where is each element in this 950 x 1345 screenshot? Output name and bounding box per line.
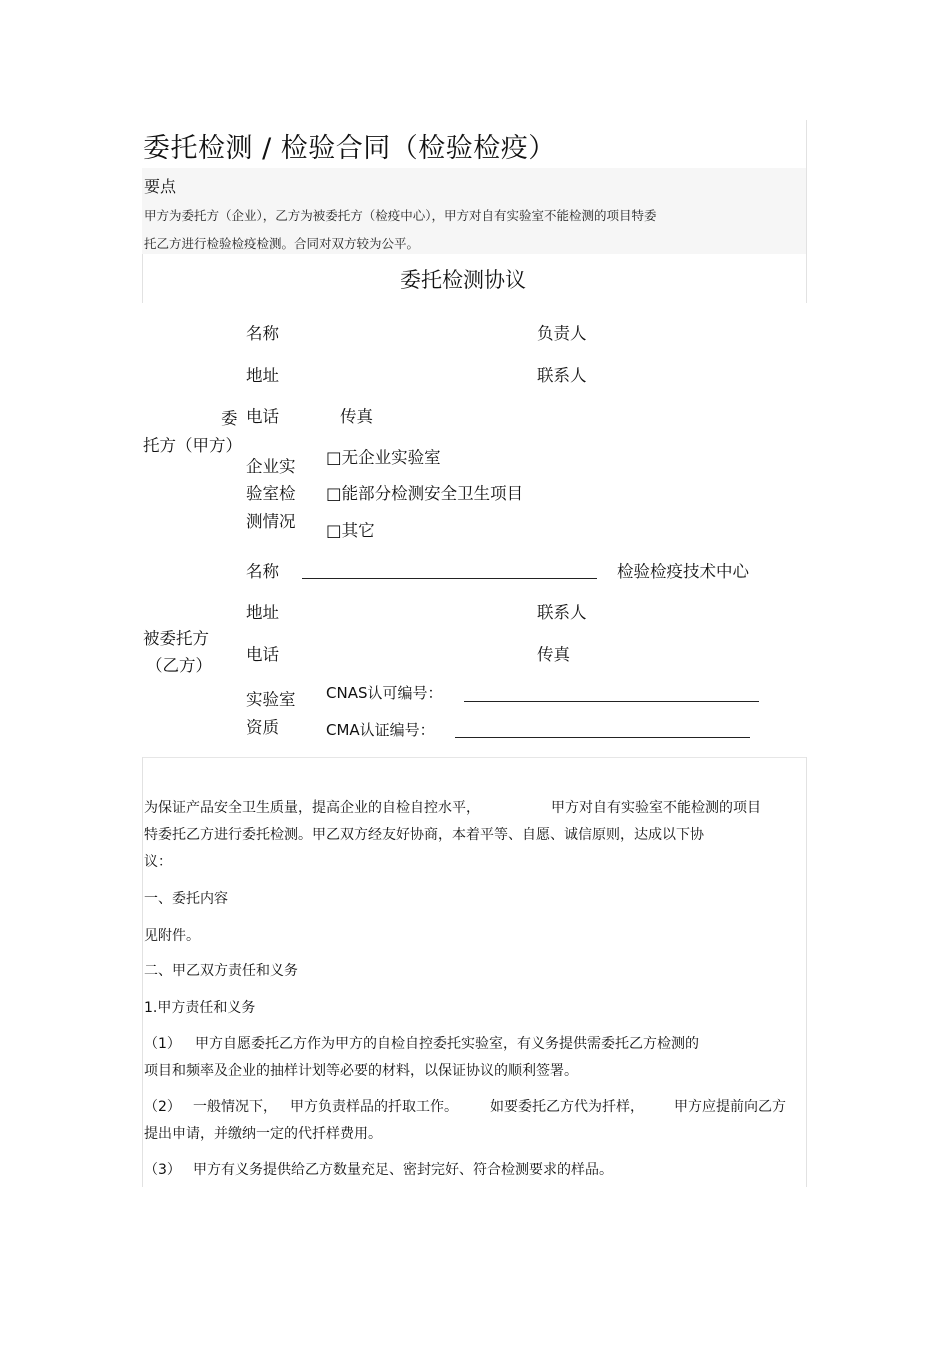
party-a-contact-label: 联系人 xyxy=(537,366,587,385)
cnas-label: CNAS认可编号： xyxy=(326,684,443,702)
party-a-name-label: 名称 xyxy=(246,324,279,343)
summary-line-1: 甲方为委托方（企业），乙方为被委托方（检疫中心），甲方对自有实验室不能检测的项目特委 xyxy=(144,208,657,223)
party-b-center-name: 检验检疫技术中心 xyxy=(617,562,749,581)
item-2-number: （2） xyxy=(144,1099,181,1115)
party-a-responsible-label: 负责人 xyxy=(537,324,587,343)
section-1-text: 见附件。 xyxy=(144,928,200,944)
item-2-part-c: 如要委托乙方代为扦样， xyxy=(490,1099,644,1115)
item-1-number: （1） xyxy=(144,1036,181,1052)
party-a-label-2: 托方（甲方） xyxy=(143,436,242,455)
section-1-heading: 一、委托内容 xyxy=(144,891,228,907)
section-2-1-heading: 1.甲方责任和义务 xyxy=(144,1000,256,1016)
item-2-part-b: 甲方负责样品的扦取工作。 xyxy=(290,1099,458,1115)
item-2-part-a: 一般情况下， xyxy=(193,1099,277,1115)
frame-line-body-top xyxy=(142,757,807,758)
party-b-label-2: （乙方） xyxy=(146,656,212,675)
summary-heading: 要点 xyxy=(144,177,177,196)
party-b-name-field[interactable] xyxy=(302,578,597,579)
party-b-qualification-2: 资质 xyxy=(246,718,279,737)
party-a-lab-status-3: 测情况 xyxy=(246,512,296,531)
item-2-line-2: 提出申请，并缴纳一定的代扦样费用。 xyxy=(144,1126,382,1142)
intro-line-1b: 甲方对自有实验室不能检测的项目 xyxy=(551,800,761,816)
item-3-text: 甲方有义务提供给乙方数量充足、密封完好、符合检测要求的样品。 xyxy=(193,1162,613,1178)
item-2-part-d: 甲方应提前向乙方 xyxy=(674,1099,786,1115)
party-a-fax-label: 传真 xyxy=(340,407,373,426)
intro-line-2: 特委托乙方进行委托检测。甲乙双方经友好协商，本着平等、自愿、诚信原则，达成以下协 xyxy=(144,827,704,843)
frame-line-right-top xyxy=(806,120,807,303)
party-b-fax-label: 传真 xyxy=(537,645,570,664)
cma-number-field[interactable] xyxy=(455,737,750,738)
party-b-qualification-1: 实验室 xyxy=(246,690,296,709)
party-b-phone-label: 电话 xyxy=(246,645,279,664)
party-a-address-label: 地址 xyxy=(246,366,279,385)
cma-label: CMA认证编号： xyxy=(326,721,435,739)
intro-line-3: 议： xyxy=(144,854,172,870)
party-b-contact-label: 联系人 xyxy=(537,603,587,622)
party-b-name-label: 名称 xyxy=(246,562,279,581)
party-a-phone-label: 电话 xyxy=(246,407,279,426)
document-title: 委托检测 / 检验合同（检验检疫） xyxy=(143,133,556,164)
intro-line-1a: 为保证产品安全卫生质量，提高企业的自检自控水平， xyxy=(144,800,480,816)
option-other-checkbox[interactable]: □其它 xyxy=(326,521,375,540)
item-1-line-2: 项目和频率及企业的抽样计划等必要的材料，以保证协议的顺利签署。 xyxy=(144,1063,578,1079)
item-3-number: （3） xyxy=(144,1162,181,1178)
frame-line-left-top xyxy=(142,254,143,303)
cnas-number-field[interactable] xyxy=(464,701,759,702)
party-a-lab-status-1: 企业实 xyxy=(246,457,296,476)
party-a-lab-status-2: 验室检 xyxy=(246,484,296,503)
option-partial-lab-checkbox[interactable]: □能部分检测安全卫生项目 xyxy=(326,484,524,503)
frame-line-left-body xyxy=(142,757,143,1187)
agreement-title: 委托检测协议 xyxy=(400,268,526,292)
section-2-heading: 二、甲乙双方责任和义务 xyxy=(144,963,298,979)
item-1-line-1: 甲方自愿委托乙方作为甲方的自检自控委托实验室，有义务提供需委托乙方检测的 xyxy=(195,1036,699,1052)
frame-line-right-body xyxy=(806,757,807,1187)
party-a-label-1: 委 xyxy=(221,409,238,428)
summary-line-2: 托乙方进行检验检疫检测。合同对双方较为公平。 xyxy=(144,236,420,251)
option-no-lab-checkbox[interactable]: □无企业实验室 xyxy=(326,448,441,467)
party-b-label-1: 被委托方 xyxy=(143,629,209,648)
party-b-address-label: 地址 xyxy=(246,603,279,622)
